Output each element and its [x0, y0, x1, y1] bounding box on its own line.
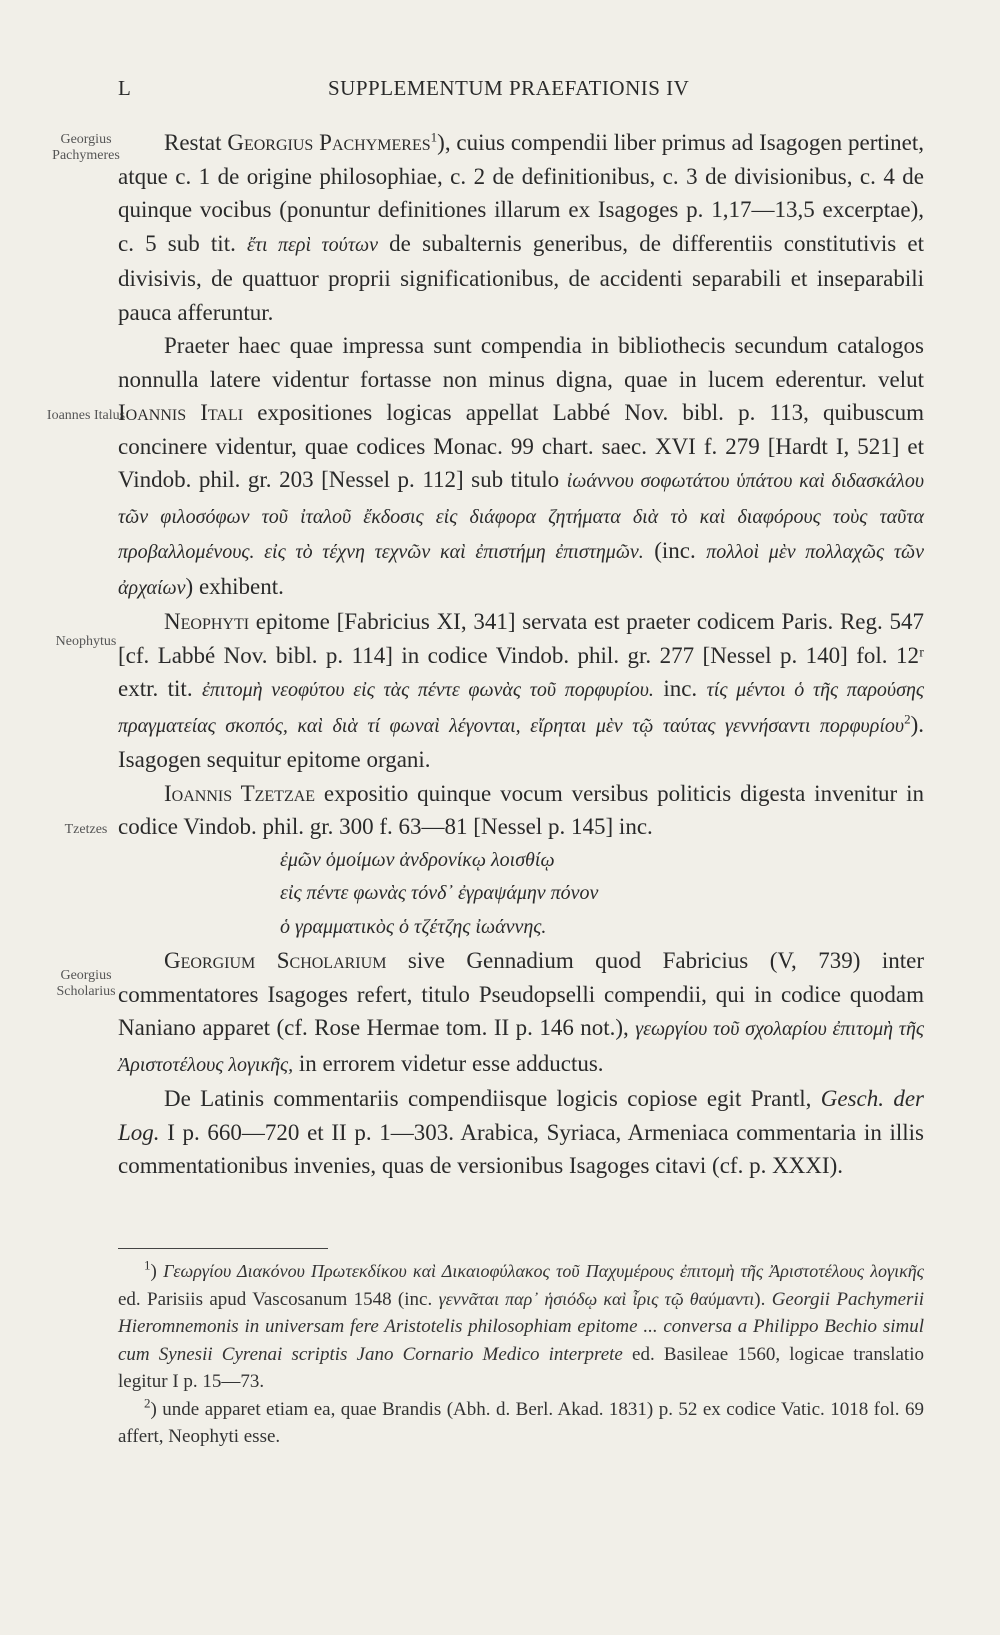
text-run: in errorem videtur esse adductus. — [293, 1050, 604, 1076]
author-name: Ioannis Itali — [118, 400, 244, 425]
text-run: ). Isagogen sequitur epitome organi. — [118, 711, 924, 772]
paragraph-neophytus — [118, 605, 924, 777]
greek-text: γεωργίου τοῦ σχολαρίου ἐπιτομὴ τῆς Ἀριστοτέλους λογικῆς, — [118, 1018, 924, 1076]
verse-line: ἐμῶν ὁμοίμων ἀνδρονίκῳ λοισθίῳ — [280, 848, 555, 871]
greek-text: ἐπιτομὴ νεοφύτου εἰς τὰς πέντε φωνὰς τοῦ πορφυρίου. — [202, 679, 654, 701]
text-run: de subalternis generibus, de differentiis constitutivis et divisivis, de quattuor proprii significationibus, de accidenti separabili et inseparabili pauca afferuntur. — [118, 230, 924, 325]
author-name: Georgium Scholarium — [164, 948, 387, 973]
text-run: unde apparet etiam ea, quae Brandis (Abh. d. Berl. Akad. 1831) p. 52 ex codice Vatic. 1018 fol. 69 affert, Neophyti esse. — [118, 1398, 925, 1447]
paragraph-tzetzes — [118, 777, 924, 844]
verse-line: εἰς πέντε φωνὰς τόνδ᾽ ἐγραψάμην πόνον — [280, 882, 599, 904]
margin-note-neophytus: Neophytus — [55, 634, 117, 649]
greek-text: ἰωάννου σοφωτάτου ὑπάτου καὶ διδασκάλου τῶν φιλοσόφων τοῦ ἰταλοῦ ἔκδοσις εἰς διάφορα ζητήματα διὰ τὸ καὶ διαφόρους τοὺς ταῦτα προβαλλομένους. εἰς τὸ τέχνη τεχνῶν καὶ ἐπιστήμη ἐπιστημῶν. — [118, 470, 924, 563]
text-run: inc. — [653, 676, 707, 701]
verse-line: ὁ γραμματικὸς ὁ τζέτζης ἰωάννης. — [280, 915, 547, 938]
footnote-divider — [118, 1248, 328, 1249]
greek-text: πολλοὶ μὲν πολλαχῶς τῶν ἀρχαίων — [118, 541, 924, 599]
paragraph-pachymeres: Restat Georgius Pachymeres$^1$), cuius compendii liber primus ad Isagogen pertinet, atque c. 1 de origine philosophiae, c. 2 de definitionibus, c. 3 de divisionibus, c. 4 de quinque vocibus (ponuntur definitiones illarum ex Isagoges p. 1,17—13,5 excerptae), c. 5 sub tit. ἔτι περὶ τούτων de subalternis generibus, de differentiis constitutivis et divisivis, de quattuor proprii significationibus, de accidenti separabili et inseparabili pauca afferuntur. — [118, 129, 924, 325]
author-name: Neophyti — [164, 609, 250, 634]
text-run: Restat — [164, 130, 228, 155]
main-text — [118, 126, 924, 1183]
margin-note-tzetzes: Tzetzes — [64, 822, 108, 837]
text-run: De Latinis commentariis compendiisque logicis copiose egit Prantl, — [164, 1086, 821, 1111]
italic-title: Gesch. der Log. — [118, 1086, 924, 1145]
greek-text: γεννᾶται παρ᾽ ἡσιόδῳ καὶ ἶρις τῷ θαύμαντι — [438, 1288, 755, 1309]
margin-note-ioannes-italus: Ioannes Italus — [46, 408, 126, 423]
author-name: Georgius Pachymeres — [227, 130, 431, 155]
footnotes — [118, 1258, 924, 1451]
footnote-mark: 1 — [430, 129, 438, 145]
text-run: (inc. — [643, 538, 707, 563]
text-run: I p. 660—720 et II p. 1—303. Arabica, Syriaca, Armeniaca commentaria in illis commentationibus invenies, quas de versionibus Isagoges citavi (cf. p. XXXI). — [118, 1119, 924, 1178]
footnote-mark: 2 — [144, 1395, 151, 1411]
text-run: , cuius compendii liber primus ad Isagogen pertinet, atque c. 1 de origine philosophiae, c. 2 de definitionibus, c. 3 de divisionibus, c. 4 de quinque vocibus (ponuntur definitiones illarum ex Isagoges p. 1,17—13,5 excerptae), c. 5 sub tit. — [118, 130, 924, 256]
text-run: ed. Basileae 1560, logicae translatio legitur I p. 15—73. — [118, 1343, 924, 1392]
text-run: Praeter haec quae impressa sunt compendia in bibliothecis secundum catalogos nonnulla latere videntur fortasse non minus digna, quae in lucem ederentur. velut — [118, 333, 924, 392]
italic-citation: Georgii Pachymerii Hieromnemonis in universam fere Aristotelis philosophiam epitome ... conversa a Philippo Bechio simul cum Synesii Cyrenai scriptis Jano Cornario Medico interprete — [118, 1288, 925, 1365]
margin-note-georgius-scholarius: Georgius Scholarius — [56, 968, 116, 999]
footnote-1: $^1$) Γεωργίου Διακόνου Πρωτεκδίκου καὶ Δικαιοφύλακος τοῦ Παχυμέρους ἐπιτομὴ τῆς Ἀριστοτέλους λογικῆς ed. Parisiis apud Vascosanum 1548 (inc. γεννᾶται παρ᾽ ἡσιόδῳ καὶ ἶρις τῷ θαύμαντι). Georgii Pachymerii Hieromnemonis in universam fere Aristotelis philosophiam epitome ... conversa a Philippo Bechio simul cum Synesii Cyrenai scriptis Jano Cornario Medico interprete ed. Basileae 1560, logicae translatio legitur I p. 15—73. — [118, 1257, 925, 1392]
greek-text: ἔτι περὶ τούτων — [247, 233, 379, 256]
text-run: ) exhibent. — [185, 573, 284, 599]
paragraph-scholarius — [118, 944, 924, 1082]
greek-text: Γεωργίου Διακόνου Πρωτεκδίκου καὶ Δικαιοφύλακος τοῦ Παχυμέρους ἐπιτομὴ τῆς Ἀριστοτέλους λογικῆς — [163, 1261, 924, 1281]
paragraph-italus — [118, 329, 924, 605]
text-run: ed. Parisiis apud Vascosanum 1548 (inc. — [118, 1288, 439, 1310]
greek-text: τίς μέντοι ὁ τῆς παρούσης πραγματείας σκοπός, καὶ διὰ τί φωναὶ λέγονται, εἴρηται μὲν τῷ ταύτας γεννήσαντι πορφυρίου — [118, 679, 924, 737]
footnote-mark: 2 — [904, 710, 911, 726]
text-run: ). — [754, 1288, 772, 1310]
footnote-2: $^2$) unde apparet etiam ea, quae Brandis (Abh. d. Berl. Akad. 1831) p. 52 ex codice Vatic. 1018 fol. 69 affert, Neophyti esse. — [118, 1395, 925, 1447]
paragraph-latin-commentaries — [118, 1082, 924, 1183]
text-run: expositiones logicas appellat Labbé Nov. bibl. p. 113, quibuscum concinere videntur, quae codices Monac. 99 chart. saec. XVI f. 279 [Hardt I, 521] et Vindob. phil. gr. 203 [Nessel p. 112] sub titulo — [118, 400, 924, 492]
page-number: L — [118, 76, 132, 100]
running-title: SUPPLEMENTUM PRAEFATIONIS IV — [328, 76, 690, 100]
margin-note-georgius-pachymeres: Georgius Pachymeres — [52, 132, 120, 163]
text-run: epitome [Fabricius XI, 341] servata est praeter codicem Paris. Reg. 547 [cf. Labbé Nov. bibl. p. 114] in codice Vindob. phil. gr. 277 [Nessel p. 140] fol. 12ʳ extr. tit. — [118, 609, 924, 701]
author-name: Ioannis Tzetzae — [164, 780, 316, 806]
text-run: sive Gennadium quod Fabricius (V, 739) inter commentatores Isagoges refert, titulo Pseudopselli compendii, qui in codice quodam Naniano apparet (cf. Rose Hermae tom. II p. 146 not.), — [118, 948, 924, 1040]
footnote-mark: 1 — [144, 1257, 151, 1273]
text-run: expositio quinque vocum versibus politicis digesta invenitur in codice Vindob. phil. gr. 300 f. 63—81 [Nessel p. 145] inc. — [118, 780, 924, 839]
